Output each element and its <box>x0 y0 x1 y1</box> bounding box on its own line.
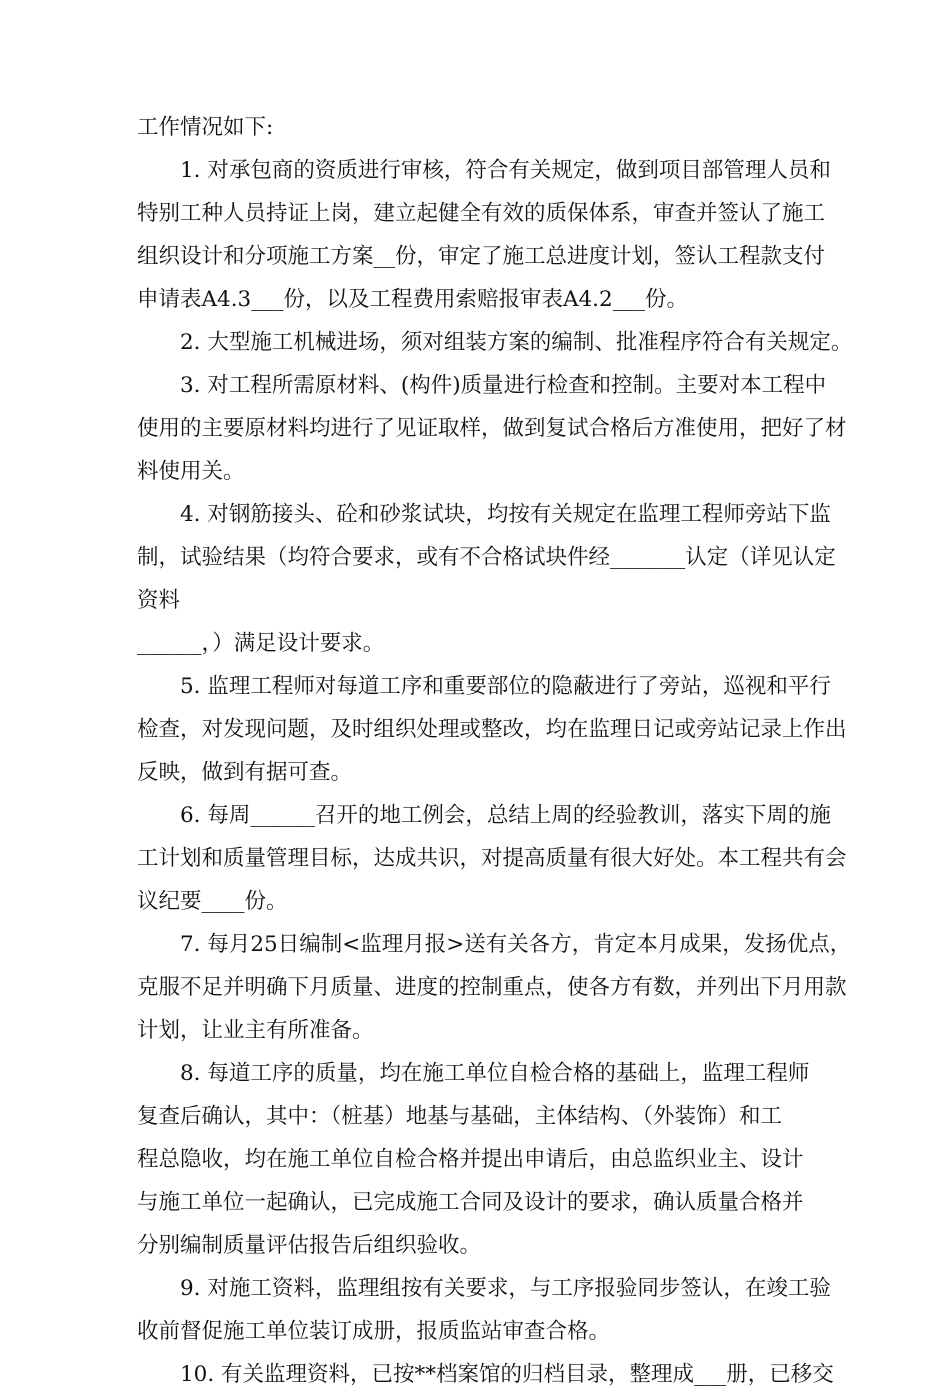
paragraph-line: 7. 每月25日编制<监理月报>送有关各方，肯定本月成果，发扬优点， <box>180 932 852 957</box>
paragraph <box>137 923 863 1052</box>
paragraph-line: 工计划和质量管理目标，达成共识，对提高质量有很大好处。本工程共有会 <box>137 846 847 871</box>
paragraph-line: 4. 对钢筋接头、砼和砂浆试块，均按有关规定在监理工程师旁站下监 <box>180 502 831 527</box>
paragraph-line: 5. 监理工程师对每道工序和重要部位的隐蔽进行了旁站，巡视和平行 <box>180 674 831 699</box>
paragraph-line: 计划，让业主有所准备。 <box>137 1018 374 1043</box>
intro-heading: 工作情况如下: <box>137 115 274 140</box>
paragraph-line: 组织设计和分项施工方案__份，审定了施工总进度计划，签认工程款支付 <box>137 244 826 269</box>
paragraph-line: ______，）满足设计要求。 <box>137 631 385 656</box>
paragraph-line: 使用的主要原材料均进行了见证取样，做到复试合格后方准使用，把好了材 <box>137 416 847 441</box>
paragraph <box>137 665 863 794</box>
paragraph-line: 与施工单位一起确认，已完成施工合同及设计的要求，确认质量合格并 <box>137 1190 804 1215</box>
paragraph-line: 9. 对施工资料，监理组按有关要求，与工序报验同步签认，在竣工验 <box>180 1276 831 1301</box>
paragraph-line: 分别编制质量评估报告后组织验收。 <box>137 1233 482 1258</box>
paragraph-line: 程总隐收，均在施工单位自检合格并提出申请后，由总监织业主、设计 <box>137 1147 804 1172</box>
paragraph-line: 制，试验结果（均符合要求，或有不合格试块件经_______认定（详见认定 <box>137 545 836 570</box>
paragraph-line: 8. 每道工序的质量，均在施工单位自检合格的基础上，监理工程师 <box>180 1061 810 1086</box>
paragraph-line: 资料 <box>137 588 181 613</box>
paragraph <box>137 321 863 364</box>
paragraph-line: 检查，对发现问题，及时组织处理或整改，均在监理日记或旁站记录上作出 <box>137 717 847 742</box>
paragraph-line: 反映，做到有据可查。 <box>137 760 353 785</box>
paragraph <box>137 1267 863 1353</box>
paragraph-line: 复查后确认，其中：（桩基）地基与基础，主体结构、（外装饰）和工 <box>137 1104 783 1129</box>
paragraph-line: 10. 有关监理资料，已按**档案馆的归档目录，整理成___册，已移交 <box>180 1362 834 1387</box>
paragraph-line: 料使用关。 <box>137 459 245 484</box>
paragraph <box>137 1052 863 1267</box>
paragraph-line: 6. 每周______召开的地工例会，总结上周的经验教训，落实下周的施 <box>180 803 831 828</box>
paragraph-line: 特别工种人员持证上岗，建立起健全有效的质保体系，审查并签认了施工 <box>137 201 826 226</box>
paragraph <box>137 149 863 321</box>
paragraph-line: 1. 对承包商的资质进行审核，符合有关规定，做到项目部管理人员和 <box>180 158 831 183</box>
document-body <box>137 106 863 1396</box>
paragraph <box>137 794 863 923</box>
paragraph-line: 克服不足并明确下月质量、进度的控制重点，使各方有数，并列出下月用款 <box>137 975 847 1000</box>
paragraph <box>137 1353 863 1396</box>
paragraph <box>137 364 863 493</box>
paragraph-line: 议纪要____份。 <box>137 889 288 914</box>
paragraph-line: 3. 对工程所需原材料、(构件)质量进行检查和控制。主要对本工程中 <box>180 373 827 398</box>
paragraph-line: 2. 大型施工机械进场，须对组装方案的编制、批准程序符合有关规定。 <box>180 330 853 355</box>
paragraph-line: 收前督促施工单位装订成册，报质监站审查合格。 <box>137 1319 611 1344</box>
paragraph-line: 申请表A4.3___份，以及工程费用索赔报审表A4.2___份。 <box>137 287 688 312</box>
paragraph <box>137 493 863 665</box>
